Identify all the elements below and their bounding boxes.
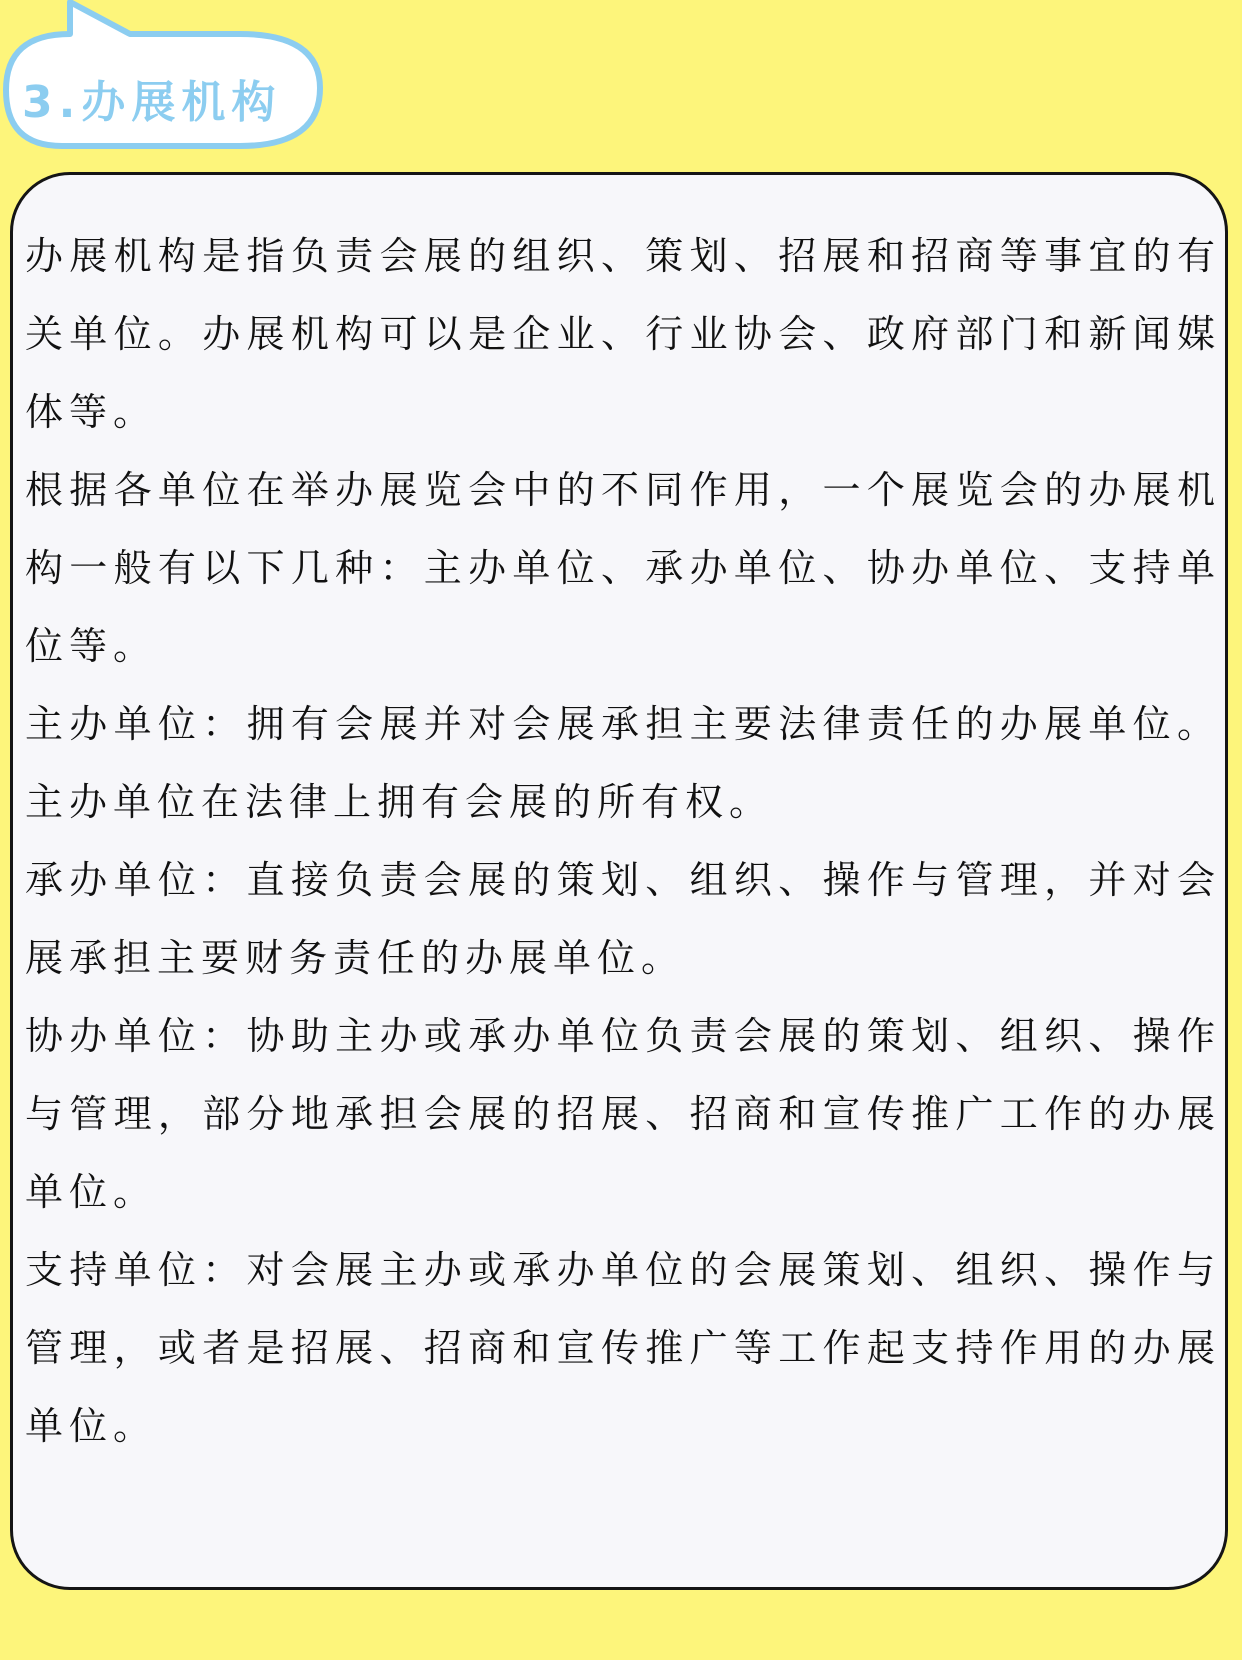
paragraph-organizer-unit: 承办单位：直接负责会展的策划、组织、操作与管理，并对会展承担主要财务责任的办展单位。 bbox=[25, 858, 1221, 980]
card-body bbox=[25, 217, 1221, 1465]
paragraph-host-unit: 主办单位：拥有会展并对会展承担主要法律责任的办展单位。主办单位在法律上拥有会展的所有权。 bbox=[25, 702, 1221, 824]
paragraph-co-organizer-unit: 协办单位：协助主办或承办单位负责会展的策划、组织、操作与管理，部分地承担会展的招展、招商和宣传推广工作的办展单位。 bbox=[25, 1014, 1221, 1214]
paragraph-definition: 办展机构是指负责会展的组织、策划、招展和招商等事宜的有关单位。办展机构可以是企业、行业协会、政府部门和新闻媒体等。 bbox=[25, 234, 1221, 434]
title-bubble bbox=[0, 0, 330, 150]
content-card bbox=[10, 172, 1228, 1590]
paragraph-types: 根据各单位在举办展览会中的不同作用，一个展览会的办展机构一般有以下几种：主办单位、承办单位、协办单位、支持单位等。 bbox=[25, 468, 1221, 668]
paragraph-supporting-unit: 支持单位：对会展主办或承办单位的会展策划、组织、操作与管理，或者是招展、招商和宣传推广等工作起支持作用的办展单位。 bbox=[25, 1248, 1221, 1448]
section-title: 3.办展机构 bbox=[22, 77, 282, 128]
